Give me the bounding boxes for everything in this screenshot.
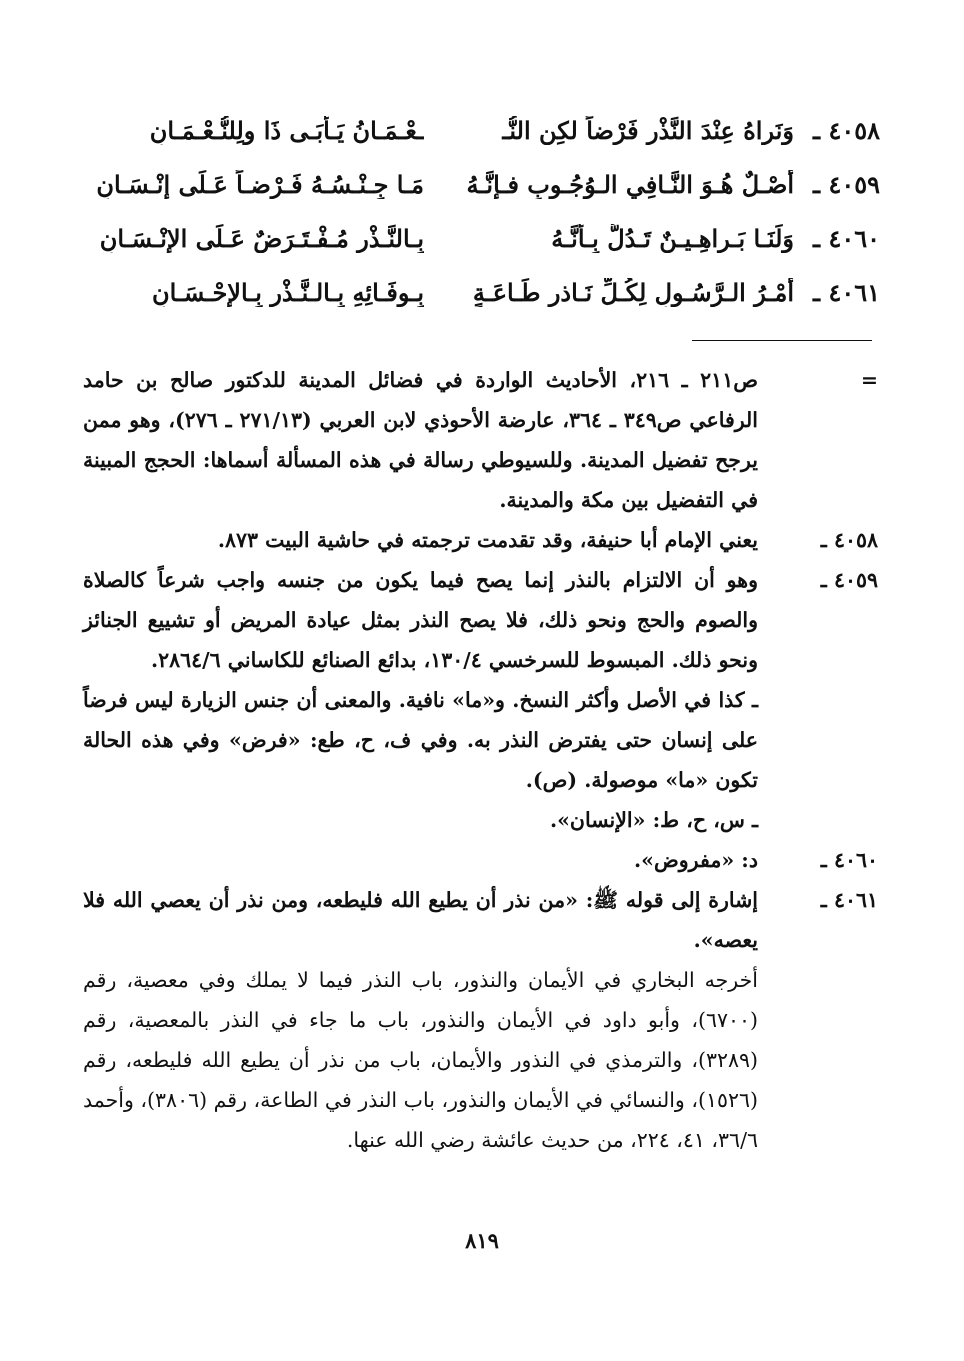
footnote-4059-note-2: ـ س، ح، ط: «الإنسان». xyxy=(549,808,758,832)
verse-4058 xyxy=(80,104,880,156)
verse-first-hemistich: أَصْـلٌ هُـوَ النَّـافِي الـوُجُـوبِ فـإنَّـهُ xyxy=(466,169,794,199)
verse-number: ٤٠٦١ ـ xyxy=(813,277,880,307)
continuation-mark: = xyxy=(860,368,878,392)
footnote-text: وهو أن الالتزام بالنذر إنما يصح فيما يكون من جنسه واجب شرعاً كالصلاة والصوم والحج ونحو ذلك، فلا يصح النذر بمثل عيادة المريض أو تشييع الجنائز ونحو ذلك. المبسوط للسرخسي ١٣٠/٤، بدائع الصنائع للكاساني ٢٨٦٤/٦. xyxy=(83,568,758,672)
footnote-4060 xyxy=(83,840,878,880)
verse-second-hemistich: مَـا جِـنْـسُـهُ فَـرْضـاً عَـلَى إنْـسَـانِ xyxy=(96,169,424,199)
verse-4061 xyxy=(80,266,880,318)
footnote-divider xyxy=(692,340,872,341)
page-number: ٨١٩ xyxy=(465,1228,499,1253)
verse-second-hemistich: بِـوفَـائِهِ بِـالـنَّـذْرِ بِـالإحْـسَـانِ xyxy=(152,277,424,307)
footnote-4058 xyxy=(83,520,878,560)
footnote-text: إشارة إلى قوله ﷺ: «من نذر أن يطيع الله فليطعه، ومن نذر أن يعصي الله فلا يعصه». xyxy=(83,888,758,952)
verse-second-hemistich: ـعْـمَـانُ يَـأبَـى ذَا ولِلنُّـعْـمَـانِ xyxy=(149,115,424,145)
footnote-text: يعني الإمام أبا حنيفة، وقد تقدمت ترجمته في حاشية البيت ٨٧٣. xyxy=(217,528,758,552)
footnote-4059-note-1: ـ كذا في الأصل وأكثر النسخ. و«ما» نافية. والمعنى أن جنس الزيارة ليس فرضاً على إنسان حتى يفترض النذر به. وفي ف، ح، طع: «فرض» وفي هذه الحالة تكون «ما» موصولة. (ص). xyxy=(83,688,758,792)
footnote-continuation xyxy=(83,360,878,520)
verse-number: ٤٠٦٠ ـ xyxy=(813,223,880,253)
verse-first-hemistich: وَنَراهُ عِنْدَ النَّذْرِ فَرْضاً لكِنِ النُّـ xyxy=(502,115,794,145)
verse-4059 xyxy=(80,158,880,210)
footnote-number: ٤٠٥٨ ـ xyxy=(820,528,878,552)
footnote-4061-takhrij: أخرجه البخاري في الأيمان والنذور، باب النذر فيما لا يملك وفي معصية، رقم (٦٧٠٠)، وأبو داود في الأيمان والنذور، باب ما جاء في النذر بالمعصية، رقم (٣٢٨٩)، والترمذي في النذور والأيمان، باب من نذر أن يطيع الله فليطعه، رقم (١٥٢٦)، والنسائي في الأيمان والنذور، باب النذر في الطاعة، رقم (٣٨٠٦)، وأحمد ٣٦/٦، ٤١، ٢٢٤، من حديث عائشة رضي الله عنها. xyxy=(83,968,758,1152)
verse-number: ٤٠٥٨ ـ xyxy=(813,115,880,145)
footnote-number: ٤٠٥٩ ـ xyxy=(820,568,878,592)
footnote-number: ٤٠٦٠ ـ xyxy=(820,848,878,872)
verse-number: ٤٠٥٩ ـ xyxy=(813,169,880,199)
verse-first-hemistich: أَمْـرُ الـرَّسُـولِ لِكُـلِّ نَـاذرِ طَـاعَـةٍ xyxy=(472,277,794,307)
verse-4060 xyxy=(80,212,880,264)
footnote-4059 xyxy=(83,560,878,680)
footnotes xyxy=(83,360,878,1160)
footnote-text: د: «مفروض». xyxy=(634,848,758,872)
footnote-4061 xyxy=(83,880,878,960)
verse-second-hemistich: بِـالنَّـذْرِ مُـفْـتَـرَضٌ عَـلَى الإنْـسَـانِ xyxy=(99,223,424,253)
footnote-text: ص٢١١ ـ ٢١٦، الأحاديث الواردة في فضائل المدينة للدكتور صالح بن حامد الرفاعي ص٣٤٩ ـ ٣٦٤، عارضة الأحوذي لابن العربي (٢٧١/١٣ ـ ٢٧٦)، وهو ممن يرجح تفضيل المدينة. وللسيوطي رسالة في هذه المسألة أسماها: الحجج المبينة في التفضيل بين مكة والمدينة. xyxy=(83,368,759,512)
verse-first-hemistich: وَلَنَـا بَـراهِـيـنٌ تَـدُلُّ بِـأنَّـهُ xyxy=(551,223,794,253)
footnote-number: ٤٠٦١ ـ xyxy=(820,888,878,912)
